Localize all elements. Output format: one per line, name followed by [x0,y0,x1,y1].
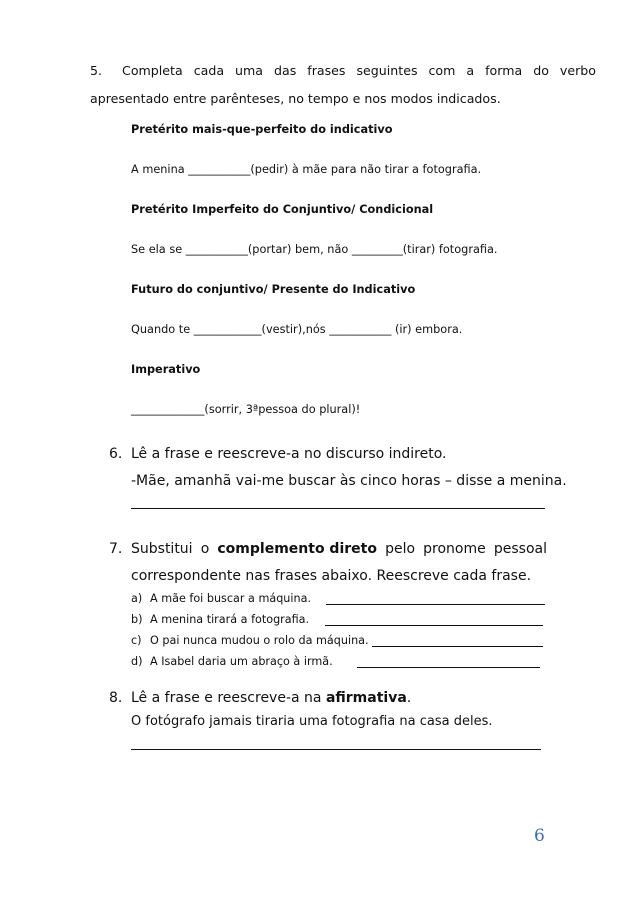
question-7-instruction [131,541,547,557]
question-number: 7. [109,541,123,557]
question-8-instruction [131,690,411,706]
question-5-instruction [90,57,596,113]
answer-line[interactable] [131,749,541,750]
exercise-sentence: A menina ___________(pedir) à mãe para não tirar a fotografia. [131,163,482,176]
tense-heading: Futuro do conjuntivo/ Presente do Indicativo [131,283,416,296]
item-sentence: A menina tirará a fotografia. [150,613,310,626]
instruction-text: . [406,690,412,706]
item-label: c) [131,634,142,647]
instruction-word: Substitui [131,541,193,557]
item-sentence: A mãe foi buscar a máquina. [150,592,312,605]
tense-heading: Pretérito Imperfeito do Conjuntivo/ Condicional [131,203,434,216]
answer-line[interactable] [357,667,540,668]
instruction-emphasis: complemento direto [217,541,377,557]
question-7-instruction-line: correspondente nas frases abaixo. Reescreve cada frase. [131,568,532,584]
instruction-line: apresentado entre parênteses, no tempo e nos modos indicados. [90,91,501,106]
instruction-text: Lê a frase e reescreve-a na [131,690,326,706]
item-sentence: A Isabel daria um abraço à irmã. [150,655,333,668]
exercise-sentence: _____________(sorrir, 3ªpessoa do plural)! [131,403,361,416]
item-label: d) [131,655,143,668]
tense-heading: Pretérito mais-que-perfeito do indicativo [131,123,393,136]
instruction-word: pessoal [493,541,547,557]
instruction-line: Completa cada uma das frases seguintes com a forma do verbo [122,63,596,78]
item-label: a) [131,592,143,605]
question-number: 5. [90,63,103,78]
answer-line[interactable] [326,604,545,605]
answer-line[interactable] [372,646,543,647]
answer-line[interactable] [325,625,543,626]
exercise-sentence: Se ela se ___________(portar) bem, não _________(tirar) fotografia. [131,243,498,256]
tense-heading: Imperativo [131,363,201,376]
instruction-word: pronome [423,541,486,557]
question-number: 6. [109,446,123,462]
exercise-sentence: Quando te ____________(vestir),nós ___________ (ir) embora. [131,323,463,336]
item-sentence: O pai nunca mudou o rolo da máquina. [150,634,369,647]
instruction-emphasis: afirmativa [325,690,407,706]
answer-line[interactable] [131,508,545,509]
question-6-instruction: Lê a frase e reescreve-a no discurso indireto. [131,446,447,462]
question-8-sentence: O fotógrafo jamais tiraria uma fotografia na casa deles. [131,714,493,729]
instruction-word: pelo [385,541,416,557]
instruction-word: o [200,541,210,557]
page-number: 6 [534,826,545,846]
question-number: 8. [109,690,123,706]
item-label: b) [131,613,143,626]
question-6-sentence: -Mãe, amanhã vai-me buscar às cinco horas – disse a menina. [131,473,567,489]
